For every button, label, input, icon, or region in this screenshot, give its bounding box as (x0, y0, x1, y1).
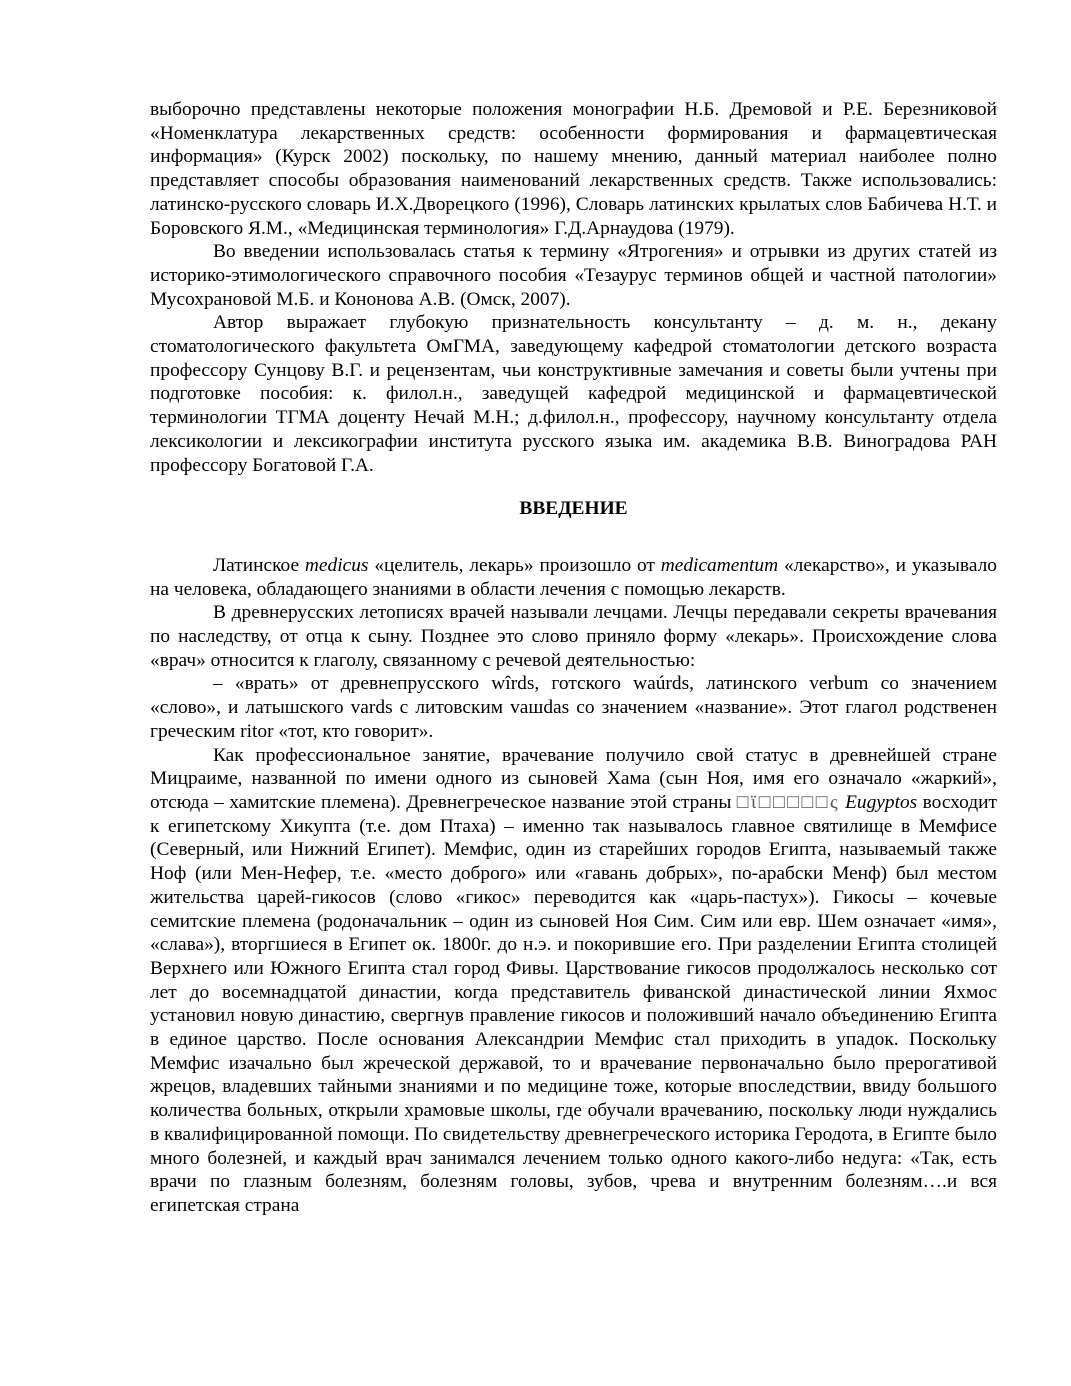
intro-text: восходит к египетскому Хикупта (т.е. дом Птаха) – именно так называлось главное святилище в Мемфисе (Северный, или Нижний Египет). Мемфис, один из старейших городов Египта, называемый также Ноф (или Мен-Нефер, т.е. «место доброго» или «гавань добрых», по-арабски Менф) был местом жительства царей-гикосов (слово «гикос» переводится как «царь-пастух»). Гикосы – кочевые семитские племена (родоначальник – один из сыновей Ноя Сим. Сим или евр. Шем означает «имя», «слава»), вторгшиеся в Египет ок. 1800г. до н.э. и покорившие его. При разделении Египта столицей Верхнего или Южного Египта стал город Фивы. Царствование гикосов продолжалось несколько сот лет до восемнадцатой династии, когда представитель фиванской династической линии Яхмос установил новую династию, свергнув правление гикосов и положивший начало объединению Египта в единое царство. После основания Александрии Мемфис стал приходить в упадок. Поскольку Мемфис изачально был жреческой державой, то и врачевание первоначально было прерогативой жрецов, владевших тайными знаниями и по медицине тоже, которые впоследствии, ввиду большого количества больных, открыли храмовые школы, где обучали врачеванию, поскольку люди нуждались в квалифицированной помощи. По свидетельству древнегреческого историка Геродота, в Египте было много болезней, и каждый врач занимался лечением только одного какого-либо недуга: «Так, есть врачи по глазным болезням, болезням головы, зубов, чрева и внутренним болезням….и вся египетская страна (150, 791, 997, 1216)
intro-text: Латинское (213, 554, 305, 576)
greek-term: □ϊ□□□□□ς (736, 791, 840, 813)
intro-paragraph-2: В древнерусских летописях врачей называли лечцами. Лечцы передавали секреты врачевания по наследству, от отца к сыну. Позднее это слово приняло форму «лекарь». Происхождение слова «врач» относится к глаголу, связанному с речевой деятельностью: (150, 602, 997, 671)
section-heading: ВВЕДЕНИЕ (519, 498, 628, 520)
intro-text: «лекарство», и указывало на человека, обладающего знаниями в области лечения с помощью лекарств. (150, 554, 997, 600)
intro-paragraph-1 (150, 554, 997, 601)
latin-term-medicus: medicus (304, 554, 369, 576)
latin-term-medicamentum: medicamentum (660, 554, 779, 576)
intro-text: «целитель, лекарь» произошло от (368, 554, 661, 576)
intro-paragraph-4 (150, 744, 997, 1218)
preface-paragraph-2: Во введении использовалась статья к термину «Ятрогения» и отрывки из других статей из историко-этимологического справочного пособия «Тезаурус терминов общей и частной патологии» Мусохрановой М.Б. и Кононова А.В. (Омск, 2007). (150, 241, 997, 310)
document-page (150, 98, 997, 1218)
preface-paragraph-1: выборочно представлены некоторые положения монографии Н.Б. Дремовой и Р.Е. Березниковой «Номенклатура лекарственных средств: особенности формирования и фармацевтическая информация» (Курск 2002) поскольку, по нашему мнению, данный материал наиболее полно представляет способы образования наименований лекарственных средств. Также использовались: латинско-русского словарь И.Х.Дворецкого (1996), Словарь латинских крылатых слов Бабичева Н.Т. и Боровского Я.М., «Медицинская терминология» Г.Д.Арнаудова (1979). (150, 99, 997, 239)
term-eugyptos: Eugyptos (845, 791, 918, 813)
intro-paragraph-3: – «врать» от древнепрусского wîrds, готского waúrds, латинского verbum со значением «слово», и латышского vards с литовским vaшdas со значением «название». Этот глагол родственен греческим ritor «тот, кто говорит». (150, 673, 997, 742)
preface-paragraph-3: Автор выражает глубокую признательность консультанту – д. м. н., декану стоматологического факультета ОмГМА, заведующему кафедрой стоматологии детского возраста профессору Сунцову В.Г. и рецензентам, чьи конструктивные замечания и советы были учтены при подготовке пособия: к. филол.н., заведущей кафедрой медицинской и фармацевтической терминологии ТГМА доценту Нечай М.Н.; д.филол.н., профессору, научному консультанту отдела лексикологии и лексикографии института русского языка им. академика В.В. Виноградова РАН профессору Богатовой Г.А. (150, 312, 997, 476)
intro-text: Как профессиональное занятие, врачевание получило свой статус в древнейшей стране Мицраиме, названной по имени одного из сыновей Хама (сын Ноя, имя его означало «жаркий», отсюда – хамитские племена). Древнегреческое название этой страны (150, 744, 997, 813)
